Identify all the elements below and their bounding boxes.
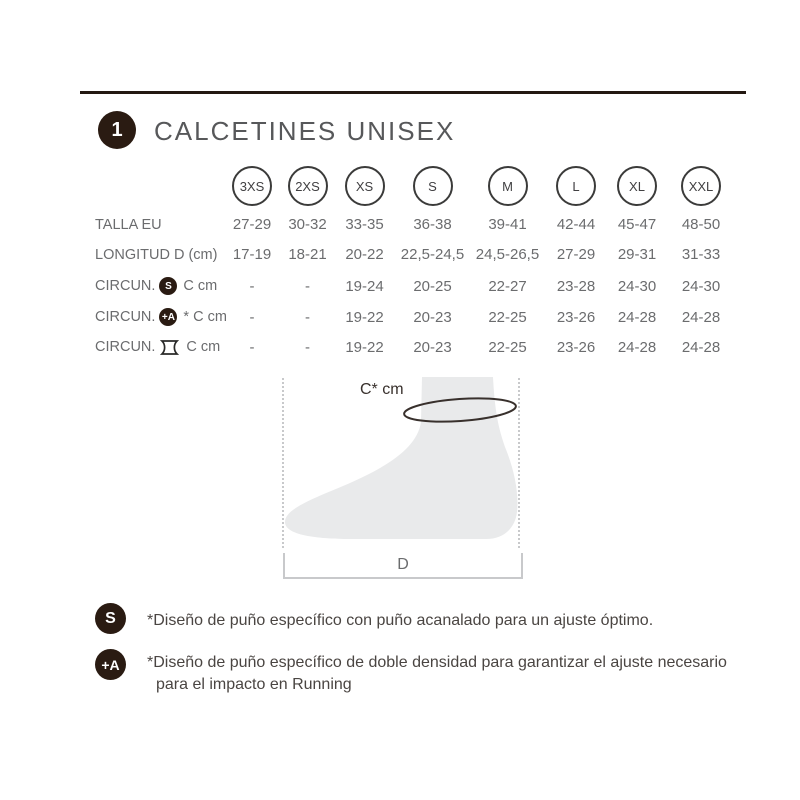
row-label-longitud: LONGITUD D (cm) <box>95 246 218 263</box>
circumference-label: C* cm <box>360 381 404 398</box>
size-circle-m: M <box>488 166 528 206</box>
size-table <box>95 162 735 362</box>
table-cell: 27-29 <box>556 246 596 263</box>
table-cell: 20-23 <box>413 308 452 326</box>
table-cell: 27-29 <box>232 216 272 233</box>
footnote-s-badge: S <box>95 603 126 634</box>
size-circle-l: L <box>556 166 596 206</box>
table-cell: 24-28 <box>617 338 657 356</box>
table-cell: 22-25 <box>488 338 527 356</box>
table-cell: 19-22 <box>345 338 384 356</box>
divider-rule <box>80 91 746 94</box>
table-cell: - <box>249 308 255 326</box>
s-badge-icon: S <box>159 277 177 295</box>
row-label-prefix: CIRCUN. <box>95 309 156 325</box>
table-cell: 30-32 <box>288 216 327 233</box>
table-cell: 24-28 <box>681 308 721 326</box>
section-number-badge <box>98 111 136 149</box>
table-cell: 24-30 <box>681 277 721 295</box>
size-header-xl <box>607 162 667 210</box>
table-cell: 20-25 <box>413 277 452 295</box>
table-cell: 17-19 <box>232 246 272 263</box>
table-cell: 22,5-24,5 <box>400 246 465 263</box>
table-cell: 48-50 <box>681 216 721 233</box>
size-header-l <box>545 162 607 210</box>
size-header-xxl <box>667 162 735 210</box>
table-cell: 29-31 <box>617 246 657 263</box>
table-cell: - <box>305 277 310 295</box>
row-label-suffix: C cm <box>183 278 218 294</box>
size-circle-xs: XS <box>345 166 385 206</box>
table-cell: 20-22 <box>345 246 384 263</box>
size-circle-2xs: 2XS <box>288 166 328 206</box>
table-cell: 19-22 <box>345 308 384 326</box>
table-cell: 24-28 <box>617 308 657 326</box>
table-cell: 20-23 <box>413 338 452 356</box>
row-label-prefix: CIRCUN. <box>95 339 156 355</box>
foot-shape <box>285 377 517 539</box>
footnote-plus-a-text <box>147 652 727 696</box>
table-cell: 24-28 <box>681 338 721 356</box>
table-cell: 42-44 <box>556 216 596 233</box>
footnote-s-text: *Diseño de puño específico con puño acanalado para un ajuste óptimo. <box>147 612 654 629</box>
length-label: D <box>397 556 409 573</box>
table-cell: 23-28 <box>556 277 596 295</box>
footnote-plus-a-line1: *Diseño de puño específico de doble densidad para garantizar el ajuste necesario <box>147 654 727 671</box>
row-label-prefix: CIRCUN. <box>95 278 156 294</box>
table-cell: 18-21 <box>288 246 327 263</box>
table-cell: 22-27 <box>488 277 527 295</box>
size-header-m <box>470 162 545 210</box>
table-cell: - <box>305 338 310 356</box>
table-cell: - <box>305 308 310 326</box>
plus-a-badge-icon: +A <box>159 308 177 326</box>
table-cell: 22-25 <box>488 308 527 326</box>
foot-silhouette <box>281 377 521 542</box>
table-cell: - <box>249 277 255 295</box>
size-circle-3xs: 3XS <box>232 166 272 206</box>
size-circle-xl: XL <box>617 166 657 206</box>
row-label-circun-s <box>95 270 223 302</box>
table-cell: 36-38 <box>413 216 452 233</box>
cuff-icon <box>160 339 179 356</box>
size-header-s <box>395 162 470 210</box>
size-header-3xs <box>223 162 281 210</box>
length-bracket <box>283 553 523 579</box>
table-cell: 23-26 <box>556 308 596 326</box>
row-label-circun-plus-a <box>95 302 227 332</box>
footnote-plus-a-badge: +A <box>95 649 126 680</box>
table-cell: - <box>249 338 255 356</box>
row-label-suffix: * C cm <box>183 309 227 325</box>
row-label-talla-eu: TALLA EU <box>95 216 162 233</box>
size-circle-s: S <box>413 166 453 206</box>
table-cell: 31-33 <box>681 246 721 263</box>
size-header-2xs <box>281 162 334 210</box>
row-label-circun-cuff <box>95 332 223 362</box>
size-circle-xxl: XXL <box>681 166 721 206</box>
table-cell: 24-30 <box>617 277 657 295</box>
table-cell: 23-26 <box>556 338 596 356</box>
section-number: 1 <box>111 118 123 141</box>
table-cell: 33-35 <box>345 216 384 233</box>
table-cell: 39-41 <box>488 216 527 233</box>
table-cell: 45-47 <box>617 216 657 233</box>
size-header-xs <box>334 162 395 210</box>
page-title: CALCETINES UNISEX <box>154 116 456 146</box>
table-cell: 24,5-26,5 <box>475 246 540 263</box>
row-label-suffix: C cm <box>186 339 221 355</box>
footnote-plus-a-line2: para el impacto en Running <box>156 676 352 693</box>
table-corner-cell <box>95 162 223 210</box>
table-cell: 19-24 <box>345 277 384 295</box>
